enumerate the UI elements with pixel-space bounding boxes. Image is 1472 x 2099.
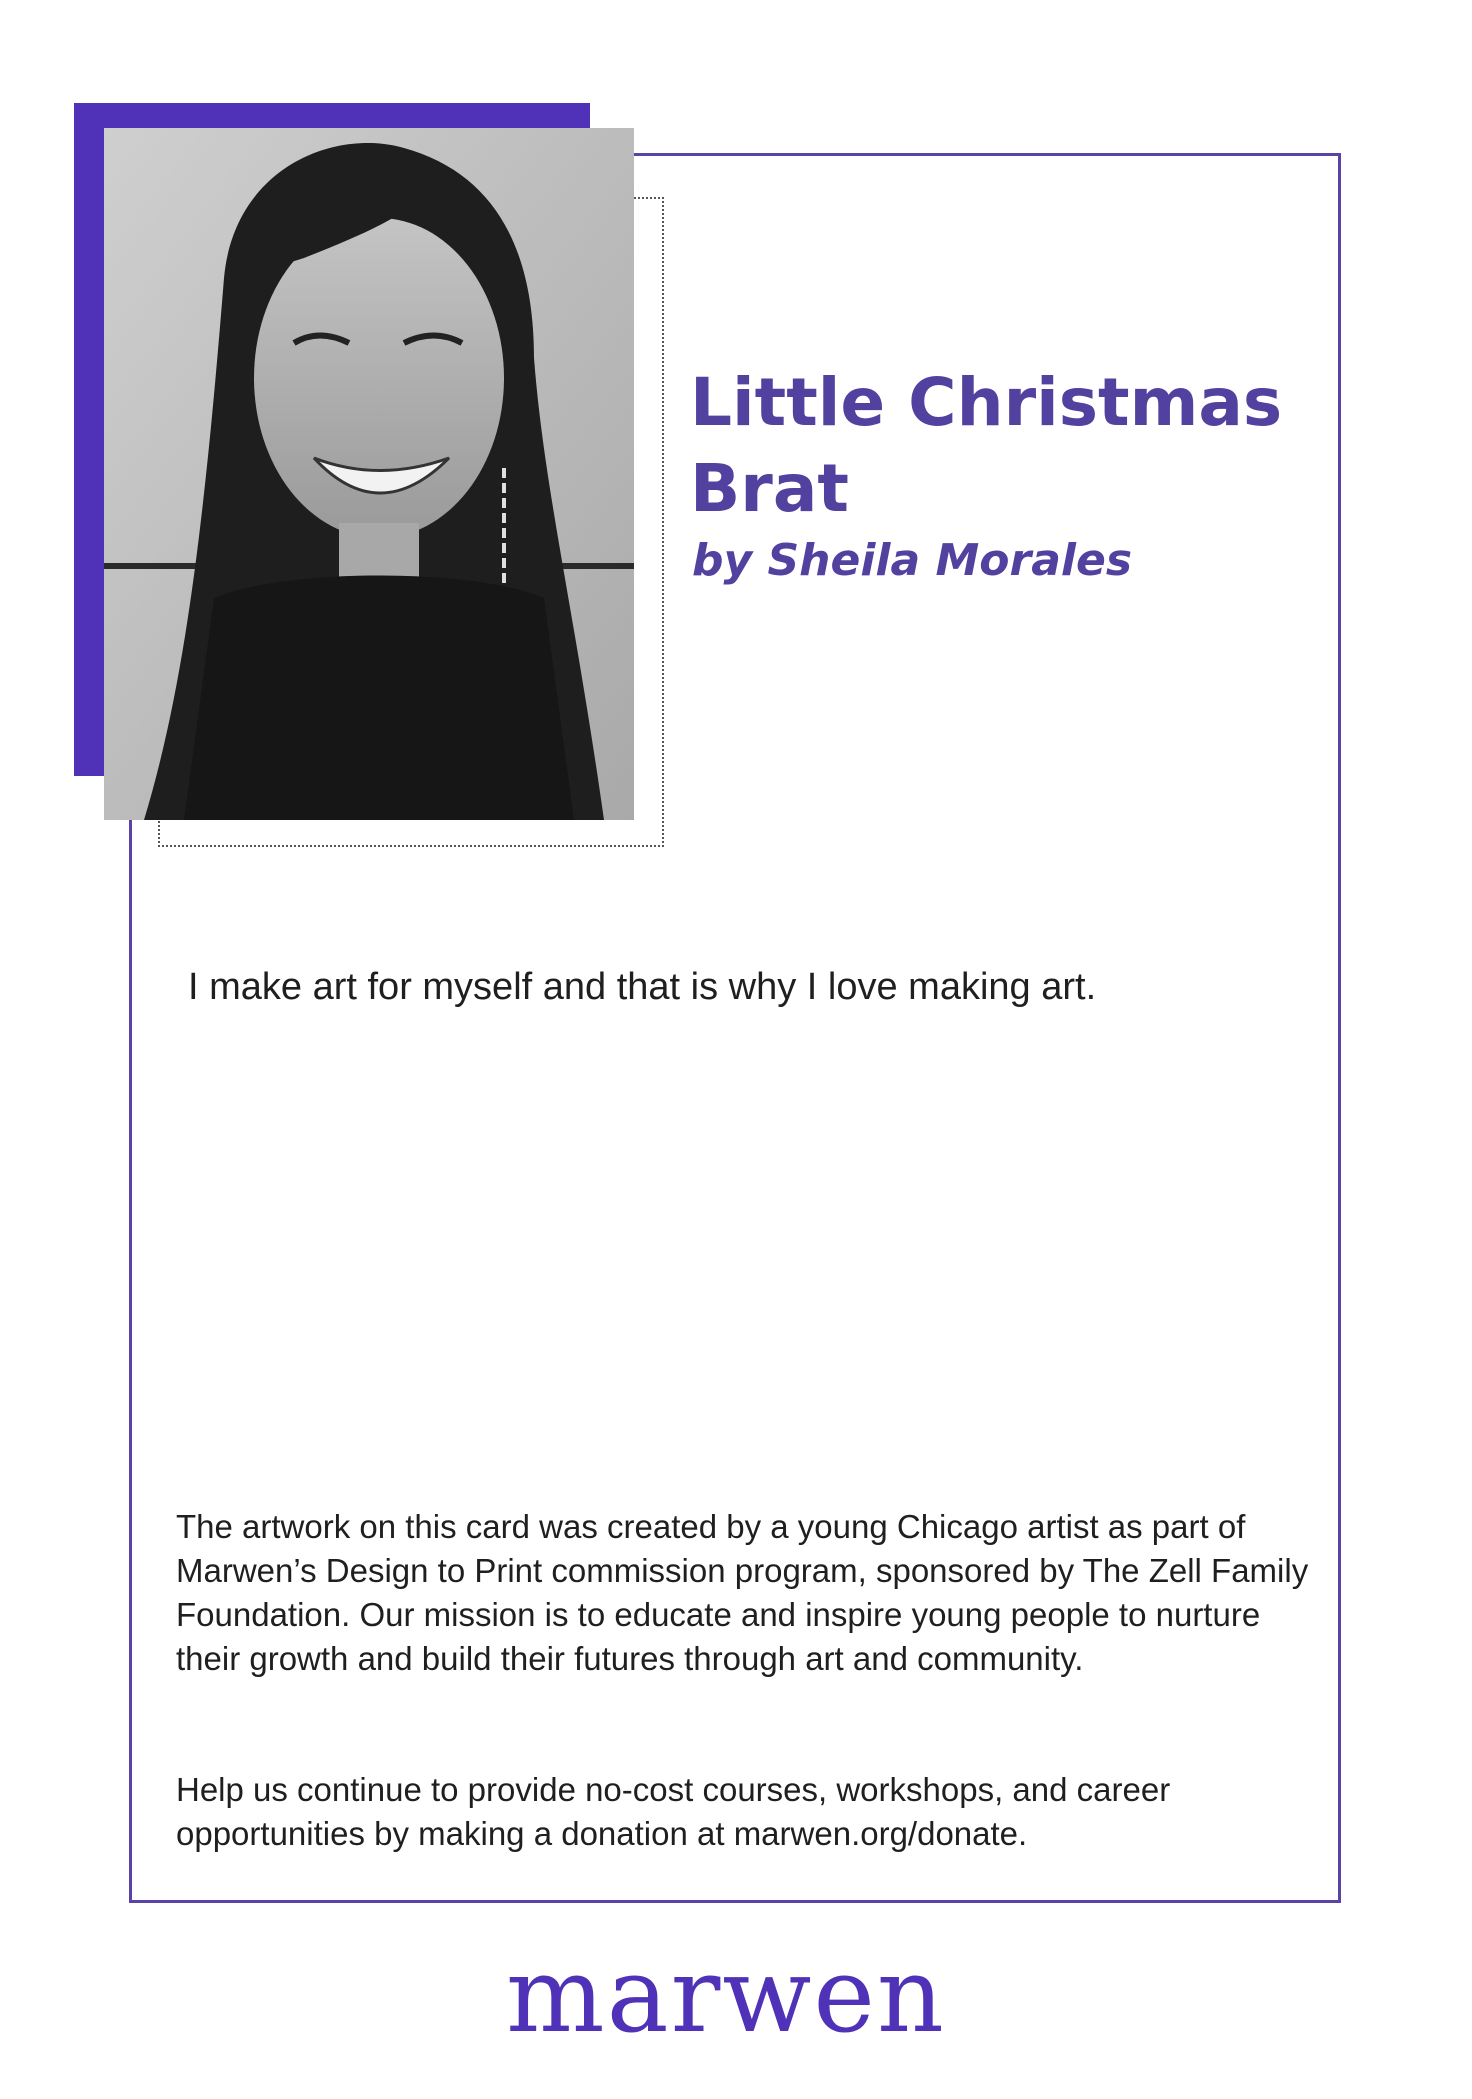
artwork-title: Little Christmas Brat bbox=[690, 364, 1283, 527]
marwen-logo: marwen bbox=[506, 1934, 946, 2056]
artist-byline: by Sheila Morales bbox=[692, 535, 1133, 586]
about-paragraph: The artwork on this card was created by a young Chicago artist as part of Marwen’s Design to Print commission program, sponsored by The Zell Family Foundation. Our mission is to educate and inspire young people to nurture their growth and build their futures through art and community. bbox=[176, 1508, 1309, 1677]
donate-paragraph: Help us continue to provide no-cost courses, workshops, and career opportunities by making a donation at marwen.org/donate. bbox=[176, 1771, 1171, 1852]
artist-portrait bbox=[104, 128, 634, 820]
artist-statement: I make art for myself and that is why I love making art. bbox=[188, 966, 1097, 1008]
portrait-photo-icon bbox=[104, 128, 634, 820]
